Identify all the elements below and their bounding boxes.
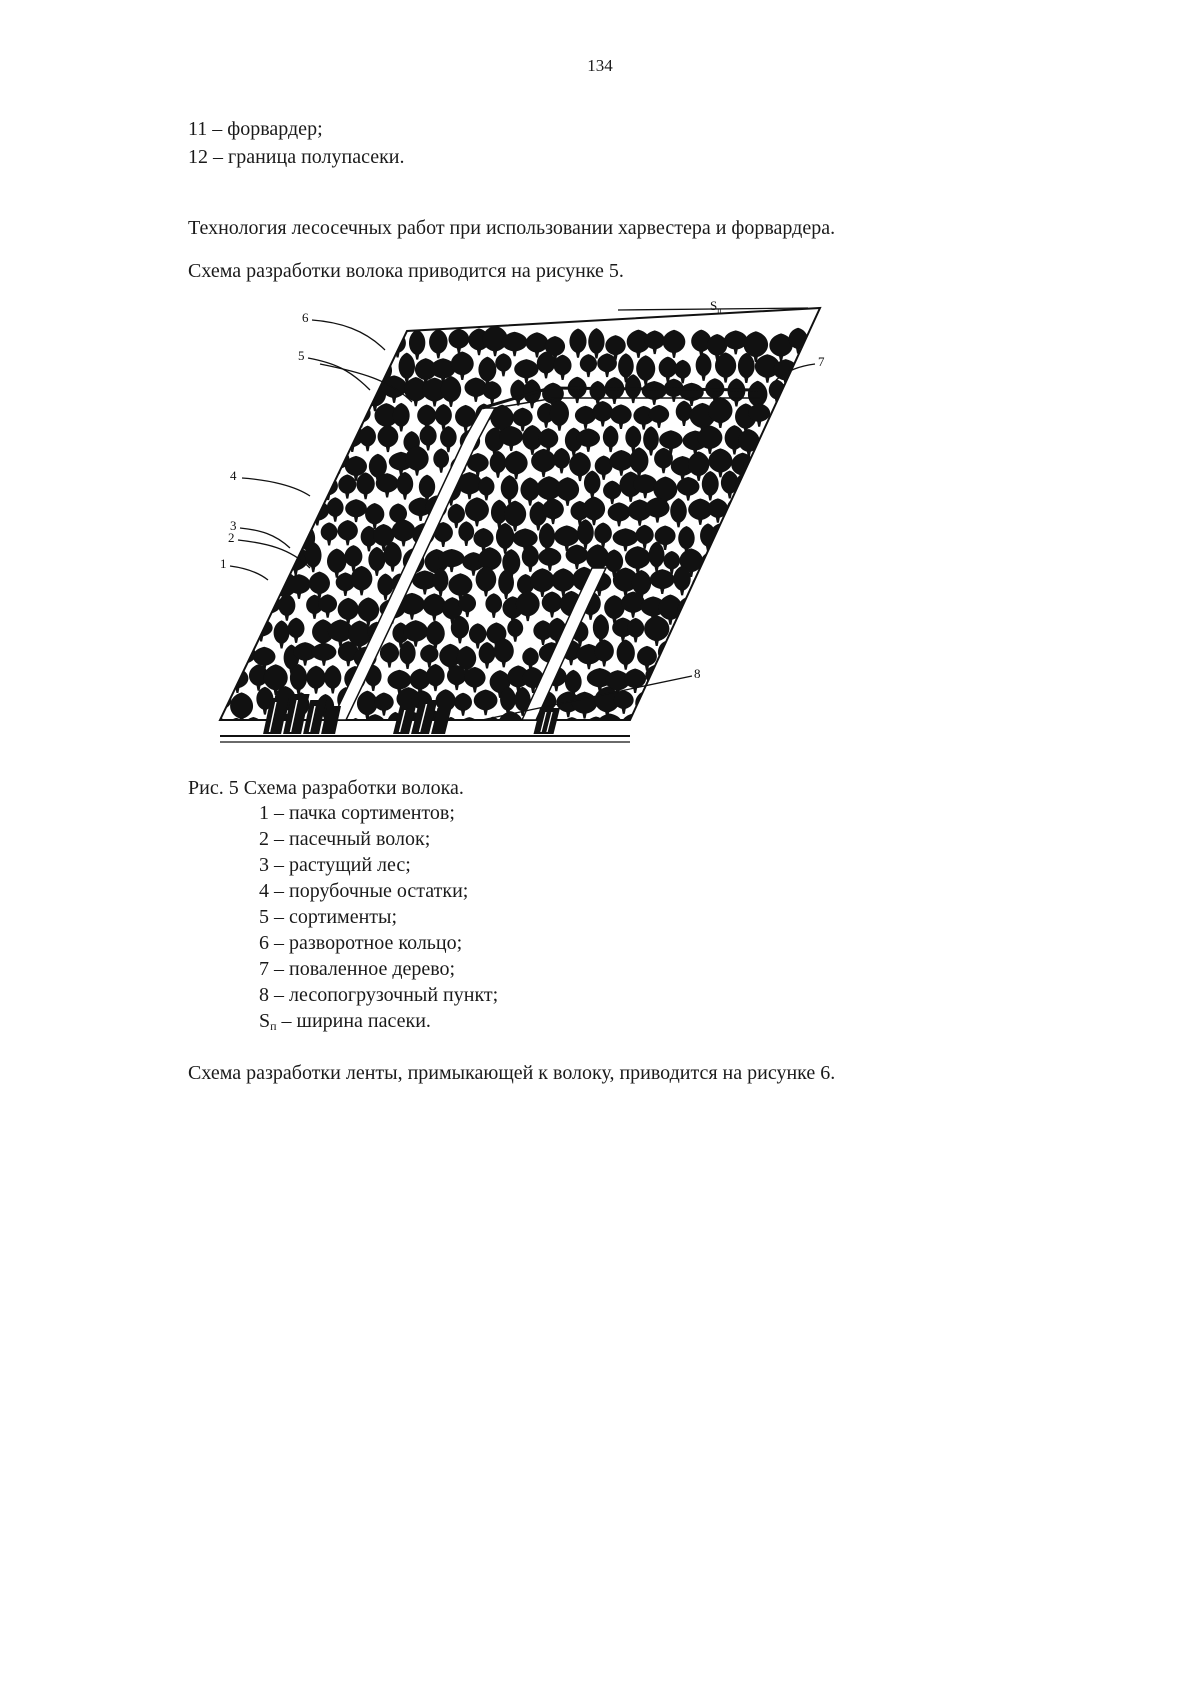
tree-icon [794,355,818,385]
tree-icon [645,664,667,690]
figure-5-diagram [220,298,920,816]
tree-icon [560,717,584,744]
tree-icon [762,428,778,455]
list-item-11: 11 – форвардер; [188,118,323,140]
callout-label-4: 4 [230,468,237,483]
page-number: 134 [587,56,613,75]
callout-label-7: 7 [818,354,825,369]
tree-icon [775,400,794,431]
tree-icon [226,718,247,745]
landing-road [220,736,630,742]
legend-subscript: п [270,1019,277,1033]
figure-caption: Рис. 5 Схема разработки волока. [188,777,464,799]
paragraph-closing: Схема разработки ленты, примыкающей к волоку, приводится на рисунке 6. [188,1062,836,1084]
callout-label-5: 5 [298,348,305,363]
tree-icon [711,523,734,547]
legend-item-4: 4 – порубочные остатки; [259,880,469,902]
callout-label-1: 1 [220,556,227,571]
callout-label-3: 3 [230,518,237,533]
legend-item-3: 3 – растущий лес; [259,854,411,876]
legend-text: – ширина пасеки. [276,1010,431,1032]
legend-item-8: 8 – лесопогрузочный пункт; [259,984,499,1006]
list-item-12: 12 – граница полупасеки. [188,146,405,168]
legend-symbol: S [259,1010,271,1032]
tree-icon [348,718,364,743]
paragraph-technology: Технология лесосечных работ при использовании харвестера и форвардера. [188,217,836,239]
paragraph-figure-intro: Схема разработки волока приводится на рисунке 5. [188,260,624,282]
legend-item-7: 7 – поваленное дерево; [259,958,456,980]
width-mark-label: $S_п$ [710,298,722,315]
tree-icon [598,713,622,736]
tree-icon [692,574,714,598]
legend-item-1: 1 – пачка сортиментов; [259,802,455,824]
callout-label-2: 2 [228,530,235,545]
tree-icon [701,551,724,576]
legend-item-width [259,1008,431,1039]
legend-item-5: 5 – сортименты; [259,906,398,928]
legend-item-6: 6 – разворотное кольцо; [259,932,463,954]
callout-label-8: 8 [694,666,701,681]
skidding-trail-scheme [220,298,920,816]
callout-label-6: 6 [302,310,309,325]
tree-icon [242,717,264,744]
legend-item-2: 2 – пасечный волок; [259,828,431,850]
